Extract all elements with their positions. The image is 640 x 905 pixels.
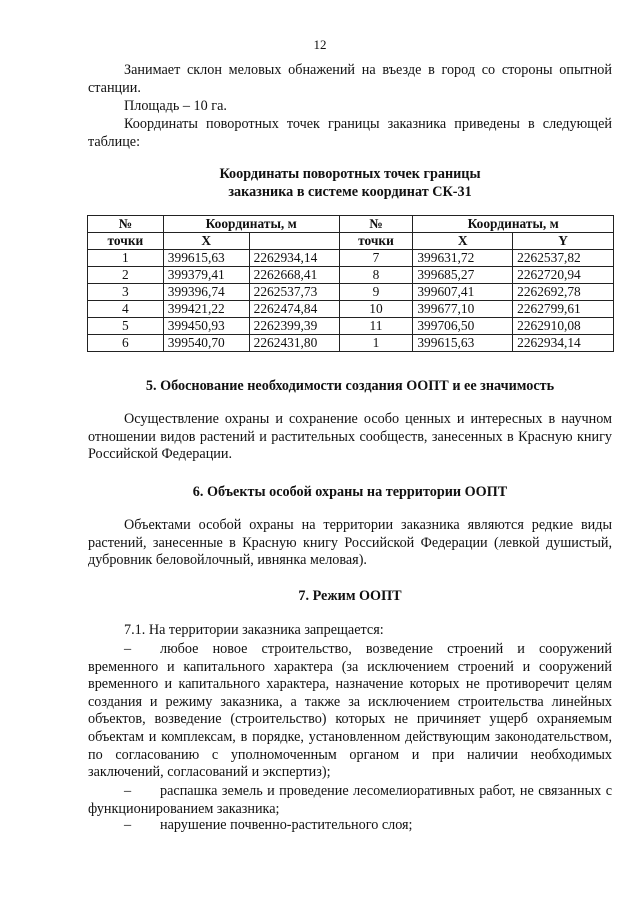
header-no-right: № [339, 216, 413, 233]
cell-x: 399421,22 [163, 301, 249, 318]
cell-x: 399706,50 [413, 318, 513, 335]
cell-x: 399677,10 [413, 301, 513, 318]
table-subheader-row [88, 233, 614, 250]
prohibition-text: распашка земель и проведение лесомелиоративных работ, не связанных с функционированием заказника; [88, 783, 612, 817]
cell-point: 10 [339, 301, 413, 318]
cell-x: 399607,41 [413, 284, 513, 301]
cell-y: 2262910,08 [513, 318, 614, 335]
cell-x: 399615,63 [163, 250, 249, 267]
table-row [88, 301, 614, 318]
prohibition-item-soil [88, 817, 612, 835]
header-no-left: № [88, 216, 164, 233]
cell-point: 9 [339, 284, 413, 301]
cell-y: 2262692,78 [513, 284, 614, 301]
cell-point: 8 [339, 267, 413, 284]
header-point-left: точки [88, 233, 164, 250]
cell-x: 399685,27 [413, 267, 513, 284]
table-title-line1: Координаты поворотных точек границы [219, 166, 481, 182]
cell-x: 399396,74 [163, 284, 249, 301]
cell-x: 399379,41 [163, 267, 249, 284]
table-row [88, 335, 614, 352]
table-header-row [88, 216, 614, 233]
cell-y: 2262537,82 [513, 250, 614, 267]
prohibition-text: нарушение почвенно-растительного слоя; [160, 817, 413, 833]
cell-point: 6 [88, 335, 164, 352]
cell-y: 2262799,61 [513, 301, 614, 318]
cell-x: 399540,70 [163, 335, 249, 352]
section7-intro: 7.1. На территории заказника запрещается: [124, 622, 384, 638]
prohibition-item-construction [88, 641, 612, 782]
section5-text: Осуществление охраны и сохранение особо ценных и интересных в научном отношении видов растений и растительных сообществ, занесенных в Красную книгу Российской Федерации. [88, 411, 612, 463]
prohibition-item-plowing [88, 783, 612, 818]
section6-text: Объектами особой охраны на территории заказника являются редкие виды растений, занесенные в Красную книгу Российской Федерации (левкой душистый, дубровник беловойлочный, ивнянка меловая). [88, 517, 612, 569]
table-row [88, 318, 614, 335]
cell-x: 399615,63 [413, 335, 513, 352]
intro-paragraph-area: Площадь – 10 га. [124, 98, 227, 114]
cell-point: 5 [88, 318, 164, 335]
table-row [88, 250, 614, 267]
header-coords-left: Координаты, м [163, 216, 339, 233]
header-coords-right: Координаты, м [413, 216, 614, 233]
cell-point: 2 [88, 267, 164, 284]
cell-y: 2262668,41 [249, 267, 339, 284]
table-title-line2: заказника в системе координат СК-31 [228, 184, 472, 200]
table-row [88, 267, 614, 284]
page-number: 12 [313, 37, 327, 52]
cell-point: 1 [88, 250, 164, 267]
intro-paragraph-coords: Координаты поворотных точек границы заказника приведены в следующей таблице: [88, 116, 612, 150]
cell-y: 2262720,94 [513, 267, 614, 284]
list-dash: – [124, 783, 132, 799]
header-x-left: X [163, 233, 249, 250]
cell-y: 2262474,84 [249, 301, 339, 318]
cell-point: 1 [339, 335, 413, 352]
prohibition-text: любое новое строительство, возведение строений и сооружений временного и капитального характера (за исключением строений и сооружений временного и капитального характера, назначение которых не противоречит целям создания и режиму заказника, а также за исключением строительства линейных объектов, возведение (строительство) которых не причиняет ущерб охраняемым объектам и комплексам, в порядке, установленном действующим законодательством, по согласованию с уполномоченным органом и при наличии необходимых заключений, согласований и экспертиз); [88, 641, 612, 781]
cell-y: 2262431,80 [249, 335, 339, 352]
table-row [88, 284, 614, 301]
section7-title: 7. Режим ООПТ [298, 588, 402, 604]
cell-x: 399450,93 [163, 318, 249, 335]
cell-y: 2262934,14 [249, 250, 339, 267]
cell-y: 2262934,14 [513, 335, 614, 352]
section5-title: 5. Обоснование необходимости создания ООПТ и ее значимость [145, 378, 555, 394]
section6-title: 6. Объекты особой охраны на территории ООПТ [192, 484, 508, 500]
header-x-right: X [413, 233, 513, 250]
header-y-left-empty [249, 233, 339, 250]
cell-point: 7 [339, 250, 413, 267]
cell-point: 4 [88, 301, 164, 318]
intro-paragraph-location: Занимает склон меловых обнажений на въезде в город со стороны опытной станции. [88, 62, 612, 96]
cell-point: 3 [88, 284, 164, 301]
header-point-right: точки [339, 233, 413, 250]
cell-point: 11 [339, 318, 413, 335]
coordinates-table [87, 215, 614, 352]
list-dash: – [124, 817, 132, 833]
header-y-right: Y [513, 233, 614, 250]
cell-x: 399631,72 [413, 250, 513, 267]
list-dash: – [124, 641, 132, 657]
cell-y: 2262537,73 [249, 284, 339, 301]
cell-y: 2262399,39 [249, 318, 339, 335]
